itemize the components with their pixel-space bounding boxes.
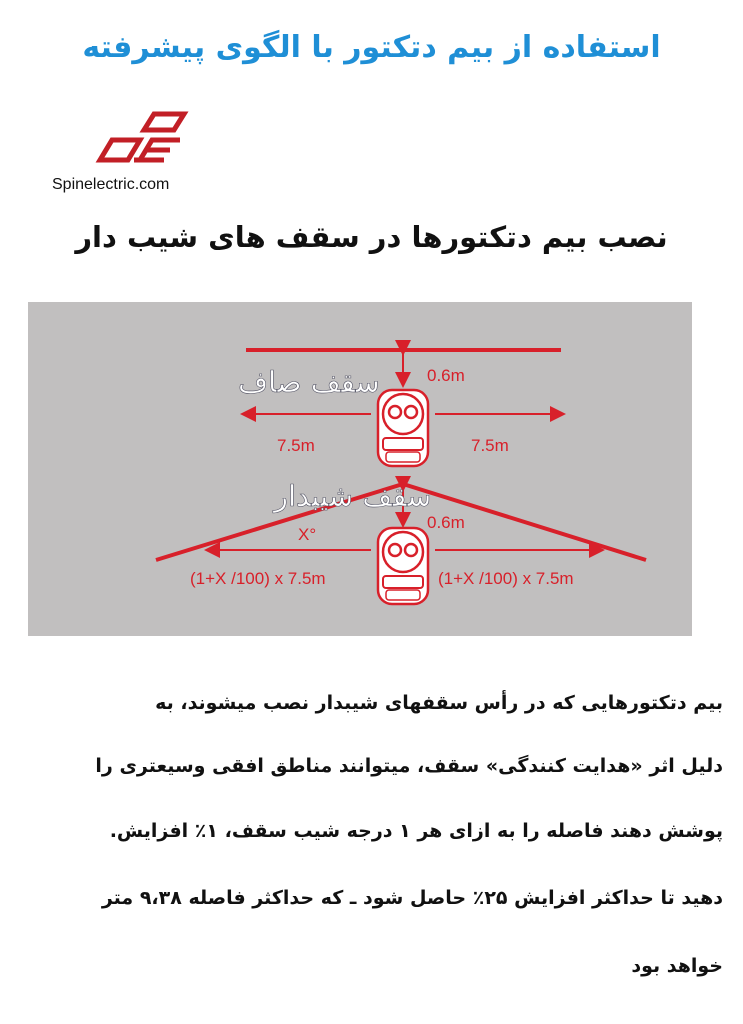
diagram-panel: [28, 302, 692, 636]
sloped-ceiling-label: سقف شیبدار: [274, 479, 432, 513]
flat-right-distance: 7.5m: [471, 436, 509, 455]
section-title: نصب بیم دتکتورها در سقف های شیب دار: [75, 220, 668, 254]
beam-detector-icon: [378, 528, 428, 604]
sloped-right-distance: (1+X /100) x 7.5m: [438, 569, 574, 588]
sloped-vertical-distance: 0.6m: [427, 513, 465, 532]
ceiling-diagram: [28, 302, 692, 636]
body-line: پوشش دهند فاصله را به ازای هر ۱ درجه شیب سقف، ۱٪ افزایش.: [109, 820, 723, 842]
page-title: استفاده از بیم دتکتور با الگوی پیشرفته: [82, 30, 661, 65]
logo-icon: [82, 108, 194, 166]
flat-vertical-distance: 0.6m: [427, 366, 465, 385]
sloped-left-distance: (1+X /100) x 7.5m: [190, 569, 326, 588]
body-line: خواهد بود: [631, 955, 723, 977]
beam-detector-icon: [378, 390, 428, 466]
site-url: Spinelectric.com: [52, 176, 170, 193]
body-line: دهید تا حداکثر افزایش ۲۵٪ حاصل شود ـ که حداکثر فاصله ۹،۳۸ متر: [101, 887, 723, 909]
angle-label: X°: [298, 525, 317, 544]
body-line: بیم دتکتورهایی که در رأس سقفهای شیبدار نصب میشوند، به: [155, 692, 723, 714]
body-line: دلیل اثر «هدایت کنندگی» سقف، میتوانند مناطق افقی وسیعتری را: [95, 755, 723, 777]
flat-left-distance: 7.5m: [277, 436, 315, 455]
flat-ceiling-label: سقف صاف: [238, 365, 380, 399]
